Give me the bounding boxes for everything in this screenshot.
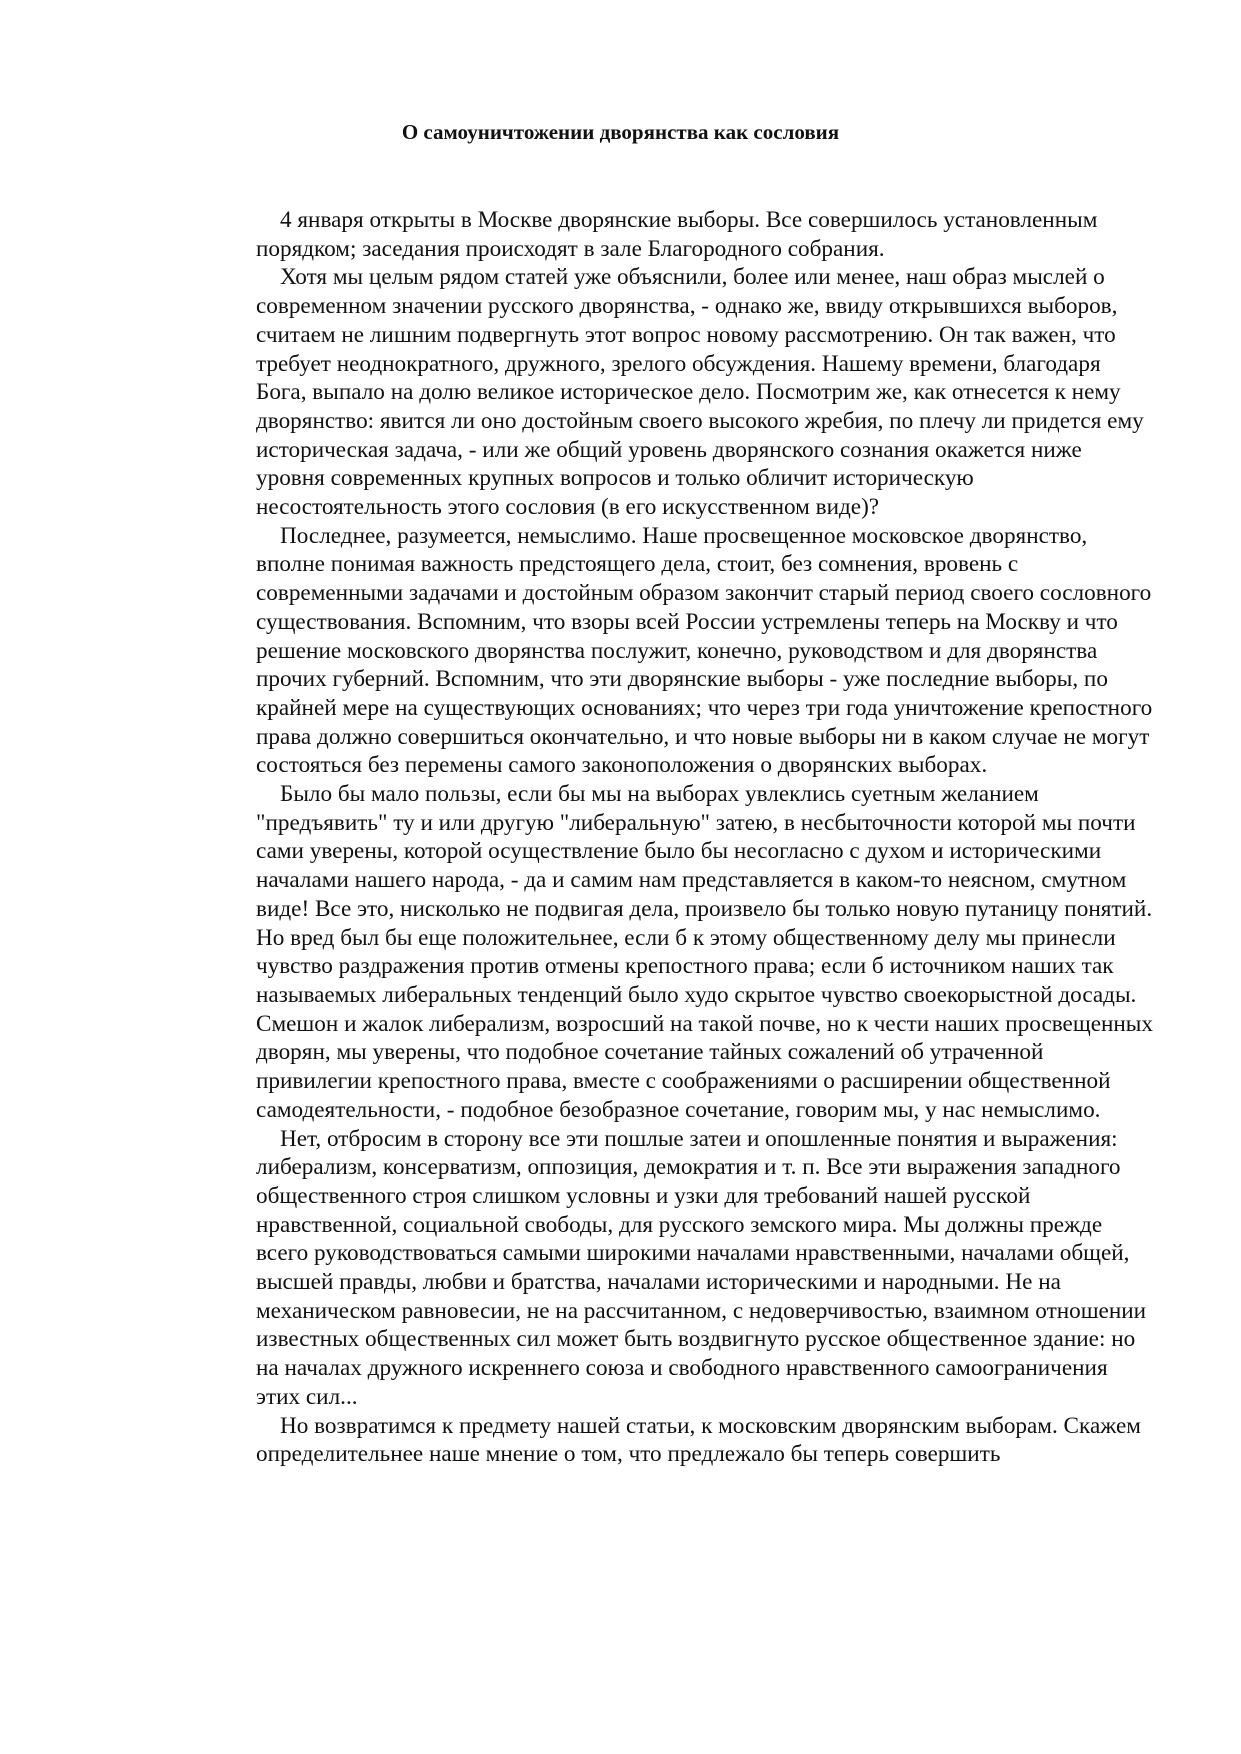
paragraph: Последнее, разумеется, немыслимо. Наше просвещенное московское дворянство, вполне понимая важность предстоящего дела, стоит, без сомнения, вровень с современными задачами и достойным образом закончит старый период своего сословного существования. Вспомним, что взоры всей России устремлены теперь на Москву и что решение московского дворянства послужит, конечно, руководством и для дворянства прочих губерний. Вспомним, что эти дворянские выборы - уже последние выборы, по крайней мере на существующих основаниях; что через три года уничтожение крепостного права должно совершиться окончательно, и что новые выборы ни в каком случае не могут состояться без перемены самого законоположения о дворянских выборах. bbox=[256, 522, 1153, 779]
paragraph: Но возвратимся к предмету нашей статьи, к московским дворянским выборам. Скажем определительнее наше мнение о том, что предлежало бы теперь совершить bbox=[256, 1412, 1141, 1468]
paragraph: Нет, отбросим в сторону все эти пошлые затеи и опошленные понятия и выражения: либерализм, консерватизм, оппозиция, демократия и т. п. Все эти выражения западного общественного строя слишком условны и узки для требований нашей русской нравственной, социальной свободы, для русского земского мира. Мы должны прежде всего руководствоваться самыми широкими началами нравственными, началами общей, высшей правды, любви и братства, началами историческими и народными. Не на механическом равновесии, не на рассчитанном, с недоверчивостью, взаимном отношении известных общественных сил может быть воздвигнуто русское общественное здание: но на началах дружного искреннего союза и свободного нравственного самоограничения этих сил... bbox=[256, 1125, 1147, 1410]
paragraph: Хотя мы целым рядом статей уже объяснили, более или менее, наш образ мыслей о современном значении русского дворянства, - однако же, ввиду открывшихся выборов, считаем не лишним подвергнуть этот вопрос новому рассмотрению. Он так важен, что требует неоднократного, дружного, зрелого обсуждения. Нашему времени, благодаря Бога, выпало на долю великое историческое дело. Посмотрим же, как отнесется к нему дворянство: явится ли оно достойным своего высокого жребия, по плечу ли придется ему историческая задача, - или же общий уровень дворянского сознания окажется ниже уровня современных крупных вопросов и только обличит историческую несостоятельность этого сословия (в его искусственном виде)? bbox=[256, 264, 1144, 521]
paragraph: 4 января открыты в Москве дворянские выборы. Все совершилось установленным порядком; заседания происходят в зале Благородного собрания. bbox=[256, 207, 1098, 262]
paragraph: Было бы мало пользы, если бы мы на выборах увлеклись суетным желанием "предъявить" ту и или другую "либеральную" затею, в несбыточности которой мы почти сами уверены, которой осуществление было бы несогласно с духом и историческими началами нашего народа, - да и самим нам представляется в каком-то неясном, смутном виде! Все это, нисколько не подвигая дела, произвело бы только новую путаницу понятий. Но вред был бы еще положительнее, если б к этому общественному делу мы принесли чувство раздражения против отмены крепостного права; если б источником наших так называемых либеральных тенденций было худо скрытое чувство своекорыстной досады. Смешон и жалок либерализм, возросший на такой почве, но к чести наших просвещенных дворян, мы уверены, что подобное сочетание тайных сожалений об утраченной привилегии крепостного права, вместе с соображениями о расширении общественной самодеятельности, - подобное безобразное сочетание, говорим мы, у нас немыслимо. bbox=[256, 781, 1153, 1123]
document-title: О самоуничтожении дворянства как сословия bbox=[401, 120, 840, 144]
document-body bbox=[256, 206, 1156, 1469]
